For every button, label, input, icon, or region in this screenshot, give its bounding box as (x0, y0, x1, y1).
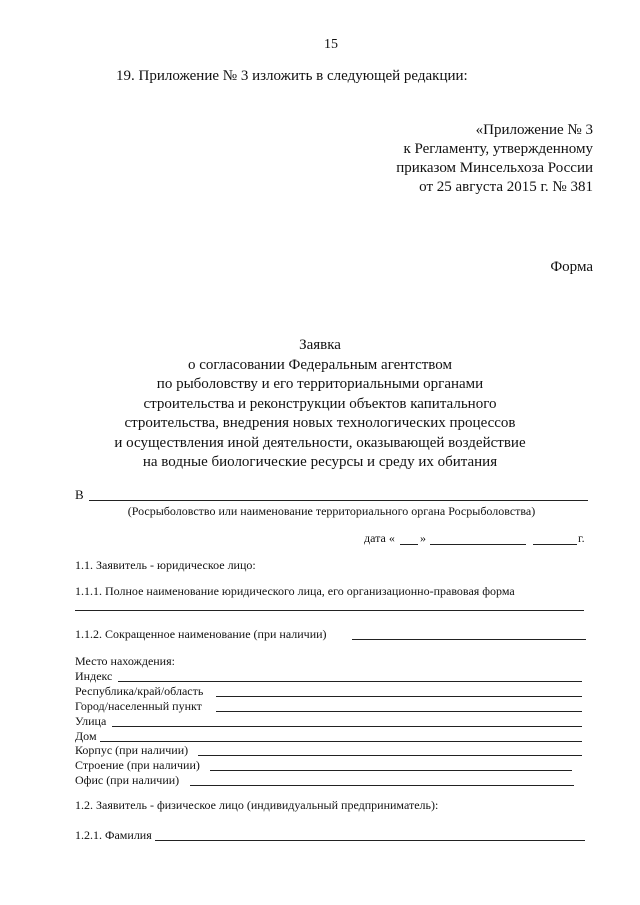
full-name-field[interactable] (75, 610, 584, 611)
section-1-1-1: 1.1.1. Полное наименование юридического лица, его организационно-правовая форма (75, 584, 515, 598)
region-field[interactable] (216, 696, 582, 697)
house-field[interactable] (100, 741, 582, 742)
to-prefix: В (75, 487, 84, 502)
building-label: Корпус (при наличии) (75, 743, 189, 757)
date-prefix: дата « (364, 531, 395, 545)
office-label: Офис (при наличии) (75, 773, 180, 787)
section-1-1: 1.1. Заявитель - юридическое лицо: (75, 558, 256, 572)
street-field[interactable] (112, 726, 582, 727)
city-field[interactable] (216, 711, 582, 712)
title-line-6: и осуществления иной деятельности, оказывающей воздействие (114, 434, 526, 451)
appendix-line-1: «Приложение № 3 (475, 122, 593, 138)
city-label: Город/населенный пункт (75, 699, 202, 713)
section-1-2: 1.2. Заявитель - физическое лицо (индивидуальный предприниматель): (75, 798, 439, 812)
short-name-field[interactable] (352, 639, 586, 640)
date-month-field[interactable] (430, 544, 526, 545)
index-label: Индекс (75, 669, 113, 683)
location-heading: Место нахождения: (75, 654, 175, 668)
section-1-1-2: 1.1.2. Сокращенное наименование (при наличии) (75, 627, 327, 641)
appendix-reference (396, 121, 593, 197)
title-line-1: Заявка (299, 337, 341, 353)
appendix-line-4: от 25 августа 2015 г. № 381 (419, 179, 593, 195)
document-title (60, 336, 580, 473)
point-19: 19. Приложение № 3 изложить в следующей редакции: (116, 68, 468, 84)
structure-label: Строение (при наличии) (75, 758, 200, 772)
form-label: Форма (550, 259, 593, 275)
date-close-quote: » (420, 531, 426, 545)
surname-field[interactable] (155, 840, 585, 841)
office-field[interactable] (190, 785, 574, 786)
title-line-4: строительства и реконструкции объектов капитального (143, 395, 497, 412)
region-label: Республика/край/область (75, 684, 204, 698)
recipient-caption: (Росрыболовство или наименование территориального органа Росрыболовства) (127, 504, 536, 518)
title-line-5: строительства, внедрения новых технологических процессов (124, 415, 516, 431)
title-line-7: на водные биологические ресурсы и среду их обитания (142, 454, 498, 470)
section-1-2-1: 1.2.1. Фамилия (75, 828, 152, 842)
appendix-line-2: к Регламенту, утвержденному (403, 141, 593, 157)
page-number: 15 (324, 37, 338, 52)
house-label: Дом (75, 729, 97, 743)
street-label: Улица (75, 714, 107, 728)
appendix-line-3: приказом Минсельхоза России (396, 160, 593, 176)
date-day-field[interactable] (400, 544, 418, 545)
title-line-3: по рыболовству и его территориальными органами (156, 376, 484, 392)
building-field[interactable] (198, 755, 582, 756)
structure-field[interactable] (210, 770, 572, 771)
title-line-2: о согласовании Федеральным агентством (188, 356, 452, 373)
date-year-field[interactable] (533, 544, 577, 545)
recipient-field[interactable] (89, 500, 588, 501)
index-field[interactable] (118, 681, 582, 682)
date-year-suffix: г. (578, 531, 585, 545)
